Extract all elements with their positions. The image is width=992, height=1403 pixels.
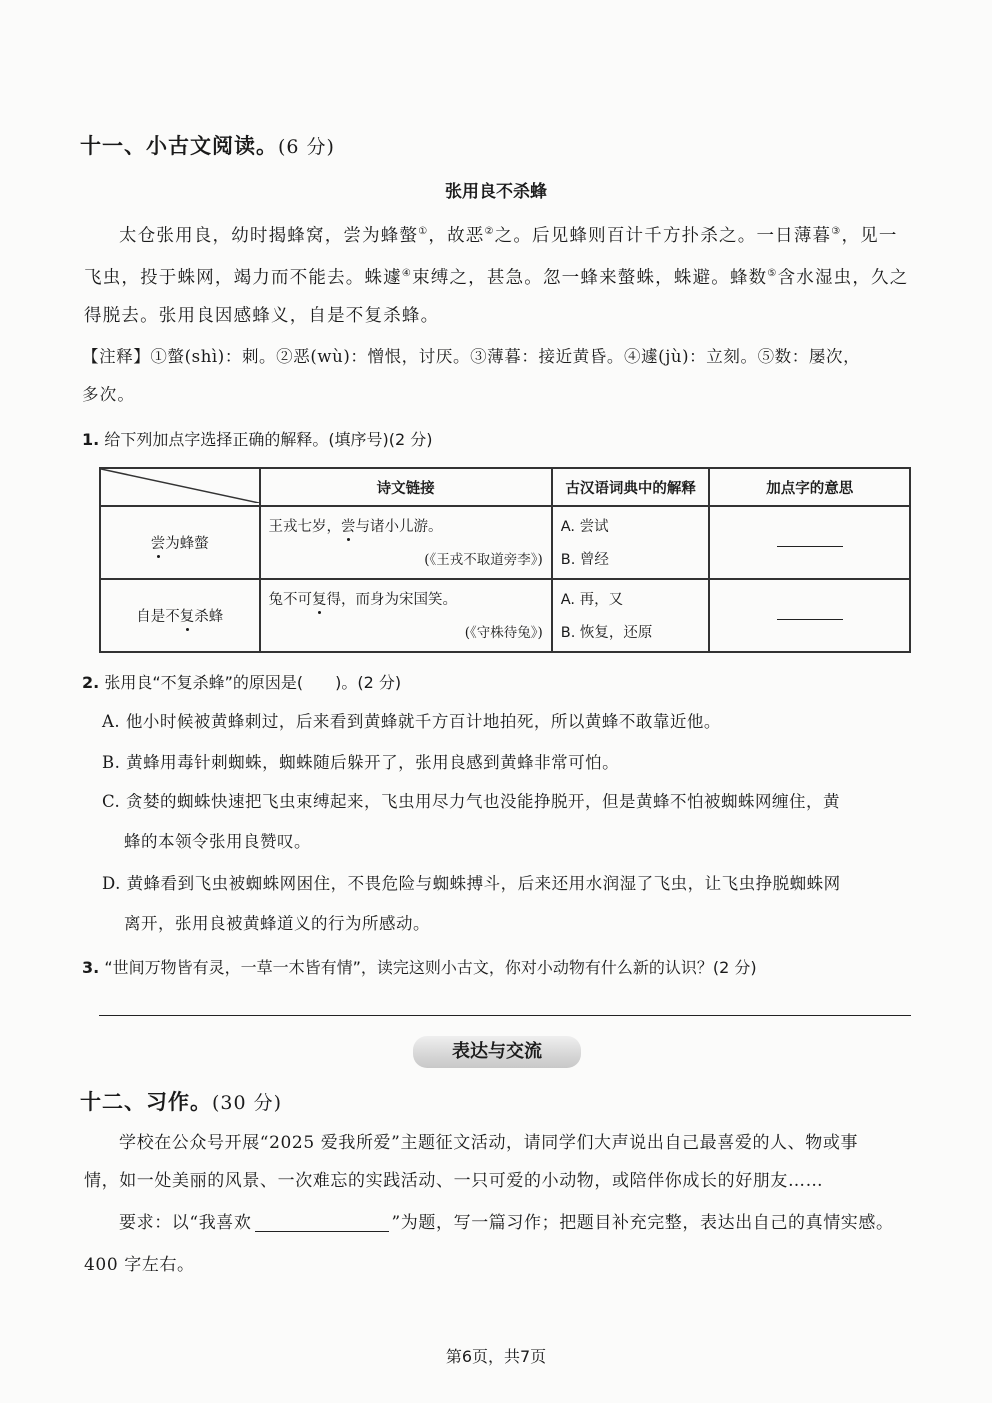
passage-part: 束缚之，甚急。忽一蜂来螫蛛，蛛避。蜂数 (412, 267, 768, 288)
question-3 (82, 955, 757, 978)
poem-source: (《王戎不取道旁李》) (424, 552, 543, 568)
question-2 (82, 670, 401, 693)
word-text: 杀蜂 (194, 609, 224, 625)
table-row (100, 579, 910, 652)
footnote-mark: ② (484, 226, 495, 237)
question-1-number: 1. (82, 430, 100, 449)
word-text: 为蜂螫 (165, 536, 209, 552)
question-1-text: 给下列加点字选择正确的解释。(填序号)(2 分) (104, 430, 433, 449)
section-12-title (80, 1086, 282, 1116)
q2-option-d-line2: 离开，张用良被黄蜂道义的行为所感动。 (124, 914, 430, 933)
section-badge: 表达与交流 (413, 1036, 581, 1068)
q2-option-c[interactable] (102, 782, 840, 862)
section-12-title-text: 十二、习作。 (80, 1090, 212, 1114)
diagonal-header-cell (100, 468, 260, 506)
footnote-mark: ⑤ (767, 267, 778, 279)
requirement-text: 要求：以“我喜欢 (119, 1213, 252, 1233)
table-header-row (100, 468, 910, 506)
question-3-number: 3. (82, 958, 100, 977)
option-b: B. 恢复，还原 (560, 625, 653, 641)
passage-part: 含水湿虫，久之得脱去。张用良因感蜂义，自是不复杀蜂。 (84, 267, 909, 326)
poem-text: 兔不可 (268, 592, 313, 608)
q2-option-d-line1: D. 黄蜂看到飞虫被蜘蛛网困住，不畏危险与蜘蛛搏斗，后来还用水润湿了飞虫，让飞虫挣脱蜘蛛网 (102, 874, 841, 893)
dotted-char: 复 (312, 588, 327, 609)
header-meaning: 加点字的意思 (709, 468, 910, 506)
option-b: B. 曾经 (560, 552, 609, 568)
section-11-title-text: 十一、小古文阅读。 (80, 134, 278, 158)
page-footer: 第6页，共7页 (445, 1347, 547, 1366)
footnote-mark: ① (418, 226, 429, 237)
notes-line-2: 多次。 (82, 385, 136, 404)
q2-option-c-line1: C. 贪婪的蜘蛛快速把飞虫束缚起来，飞虫用尽力气也没能挣脱开，但是黄蜂不怕被蜘蛛网缠住，黄 (102, 792, 841, 811)
answer-cell[interactable] (709, 579, 910, 652)
poem-text: 得，而身为宋国笑。 (326, 592, 458, 608)
question-2-number: 2. (82, 673, 100, 692)
word-text: 自是不 (136, 609, 180, 625)
poem-text: 王戎七岁， (268, 519, 342, 535)
poem-cell (260, 579, 552, 652)
poem-cell (260, 506, 552, 579)
passage (84, 213, 916, 335)
word-cell (100, 579, 260, 652)
answer-blank[interactable] (777, 546, 843, 547)
prompt-line-2: 情，如一处美丽的风景、一次难忘的实践活动、一只可爱的小动物，或陪伴你成长的好朋友…… (84, 1171, 824, 1191)
footnote-mark: ③ (831, 226, 842, 237)
q2-option-b[interactable]: B. 黄蜂用毒针刺蜘蛛，蜘蛛随后躲开了，张用良感到黄蜂非常可怕。 (102, 753, 620, 772)
question-1-table (99, 467, 911, 653)
q2-option-a[interactable]: A. 他小时候被黄蜂刺过，后来看到黄蜂就千方百计地拍死，所以黄蜂不敢靠近他。 (102, 712, 721, 731)
poem-line (269, 515, 543, 536)
option-a: A. 再，又 (560, 592, 624, 608)
q2-option-c-line2: 蜂的本领令张用良赞叹。 (124, 832, 311, 851)
poem-line (269, 588, 543, 609)
q2-option-d[interactable] (102, 864, 841, 944)
dotted-char: 复 (180, 605, 195, 626)
section-12-points: (30 分) (212, 1092, 283, 1114)
options-cell (552, 579, 710, 652)
answer-cell[interactable] (709, 506, 910, 579)
title-blank[interactable] (255, 1230, 389, 1232)
question-2-text: 张用良“不复杀蜂”的原因是( )。(2 分) (104, 673, 402, 692)
passage-part: 之。后见蜂则百计千方扑杀之。一日薄暮 (494, 225, 832, 246)
poem-source: (《守株待兔》) (464, 625, 543, 641)
option-a: A. 尝试 (560, 519, 609, 535)
requirement-line (84, 1204, 934, 1242)
section-11-title (80, 130, 335, 160)
question-3-text: “世间万物皆有灵，一草一木皆有情”，读完这则小古文，你对小动物有什么新的认识？(2 分) (104, 958, 757, 977)
writing-prompt (84, 1124, 934, 1284)
passage-title: 张用良不杀蜂 (445, 182, 547, 202)
dotted-char: 尝 (341, 515, 356, 536)
footnote-mark: ④ (401, 267, 413, 279)
diagonal-line (101, 469, 259, 503)
header-dictionary: 古汉语词典中的解释 (552, 468, 710, 506)
dotted-char: 尝 (151, 532, 166, 553)
requirement-text: ”为题，写一篇习作；把题目补充完整，表达出自己的真情实感。 (391, 1213, 894, 1233)
passage-part: ，见一飞虫，投于蛛网，竭力而不能去。蛛遽 (84, 225, 898, 288)
prompt-line-1: 学校在公众号开展“2025 爱我所爱”主题征文活动，请同学们大声说出自己最喜爱的人、物或事 (119, 1133, 859, 1153)
word-cell (100, 506, 260, 579)
answer-line[interactable] (99, 1015, 911, 1016)
poem-text: 与诸小儿游。 (355, 519, 443, 535)
word-count: 400 字左右。 (84, 1255, 195, 1275)
notes-line-1: 【注释】①螫(shì)：刺。②恶(wù)：憎恨，讨厌。③薄暮：接近黄昏。④遽(jù)：立刻。⑤数：屡次， (82, 347, 861, 366)
header-poem-link: 诗文链接 (260, 468, 552, 506)
answer-blank[interactable] (777, 619, 843, 620)
passage-part: 太仓张用良，幼时揭蜂窝，尝为蜂螫 (119, 225, 419, 246)
options-cell (552, 506, 710, 579)
table-row (100, 506, 910, 579)
section-11-points: (6 分) (278, 136, 335, 158)
passage-part: ，故恶 (428, 225, 485, 246)
question-1 (82, 427, 433, 450)
